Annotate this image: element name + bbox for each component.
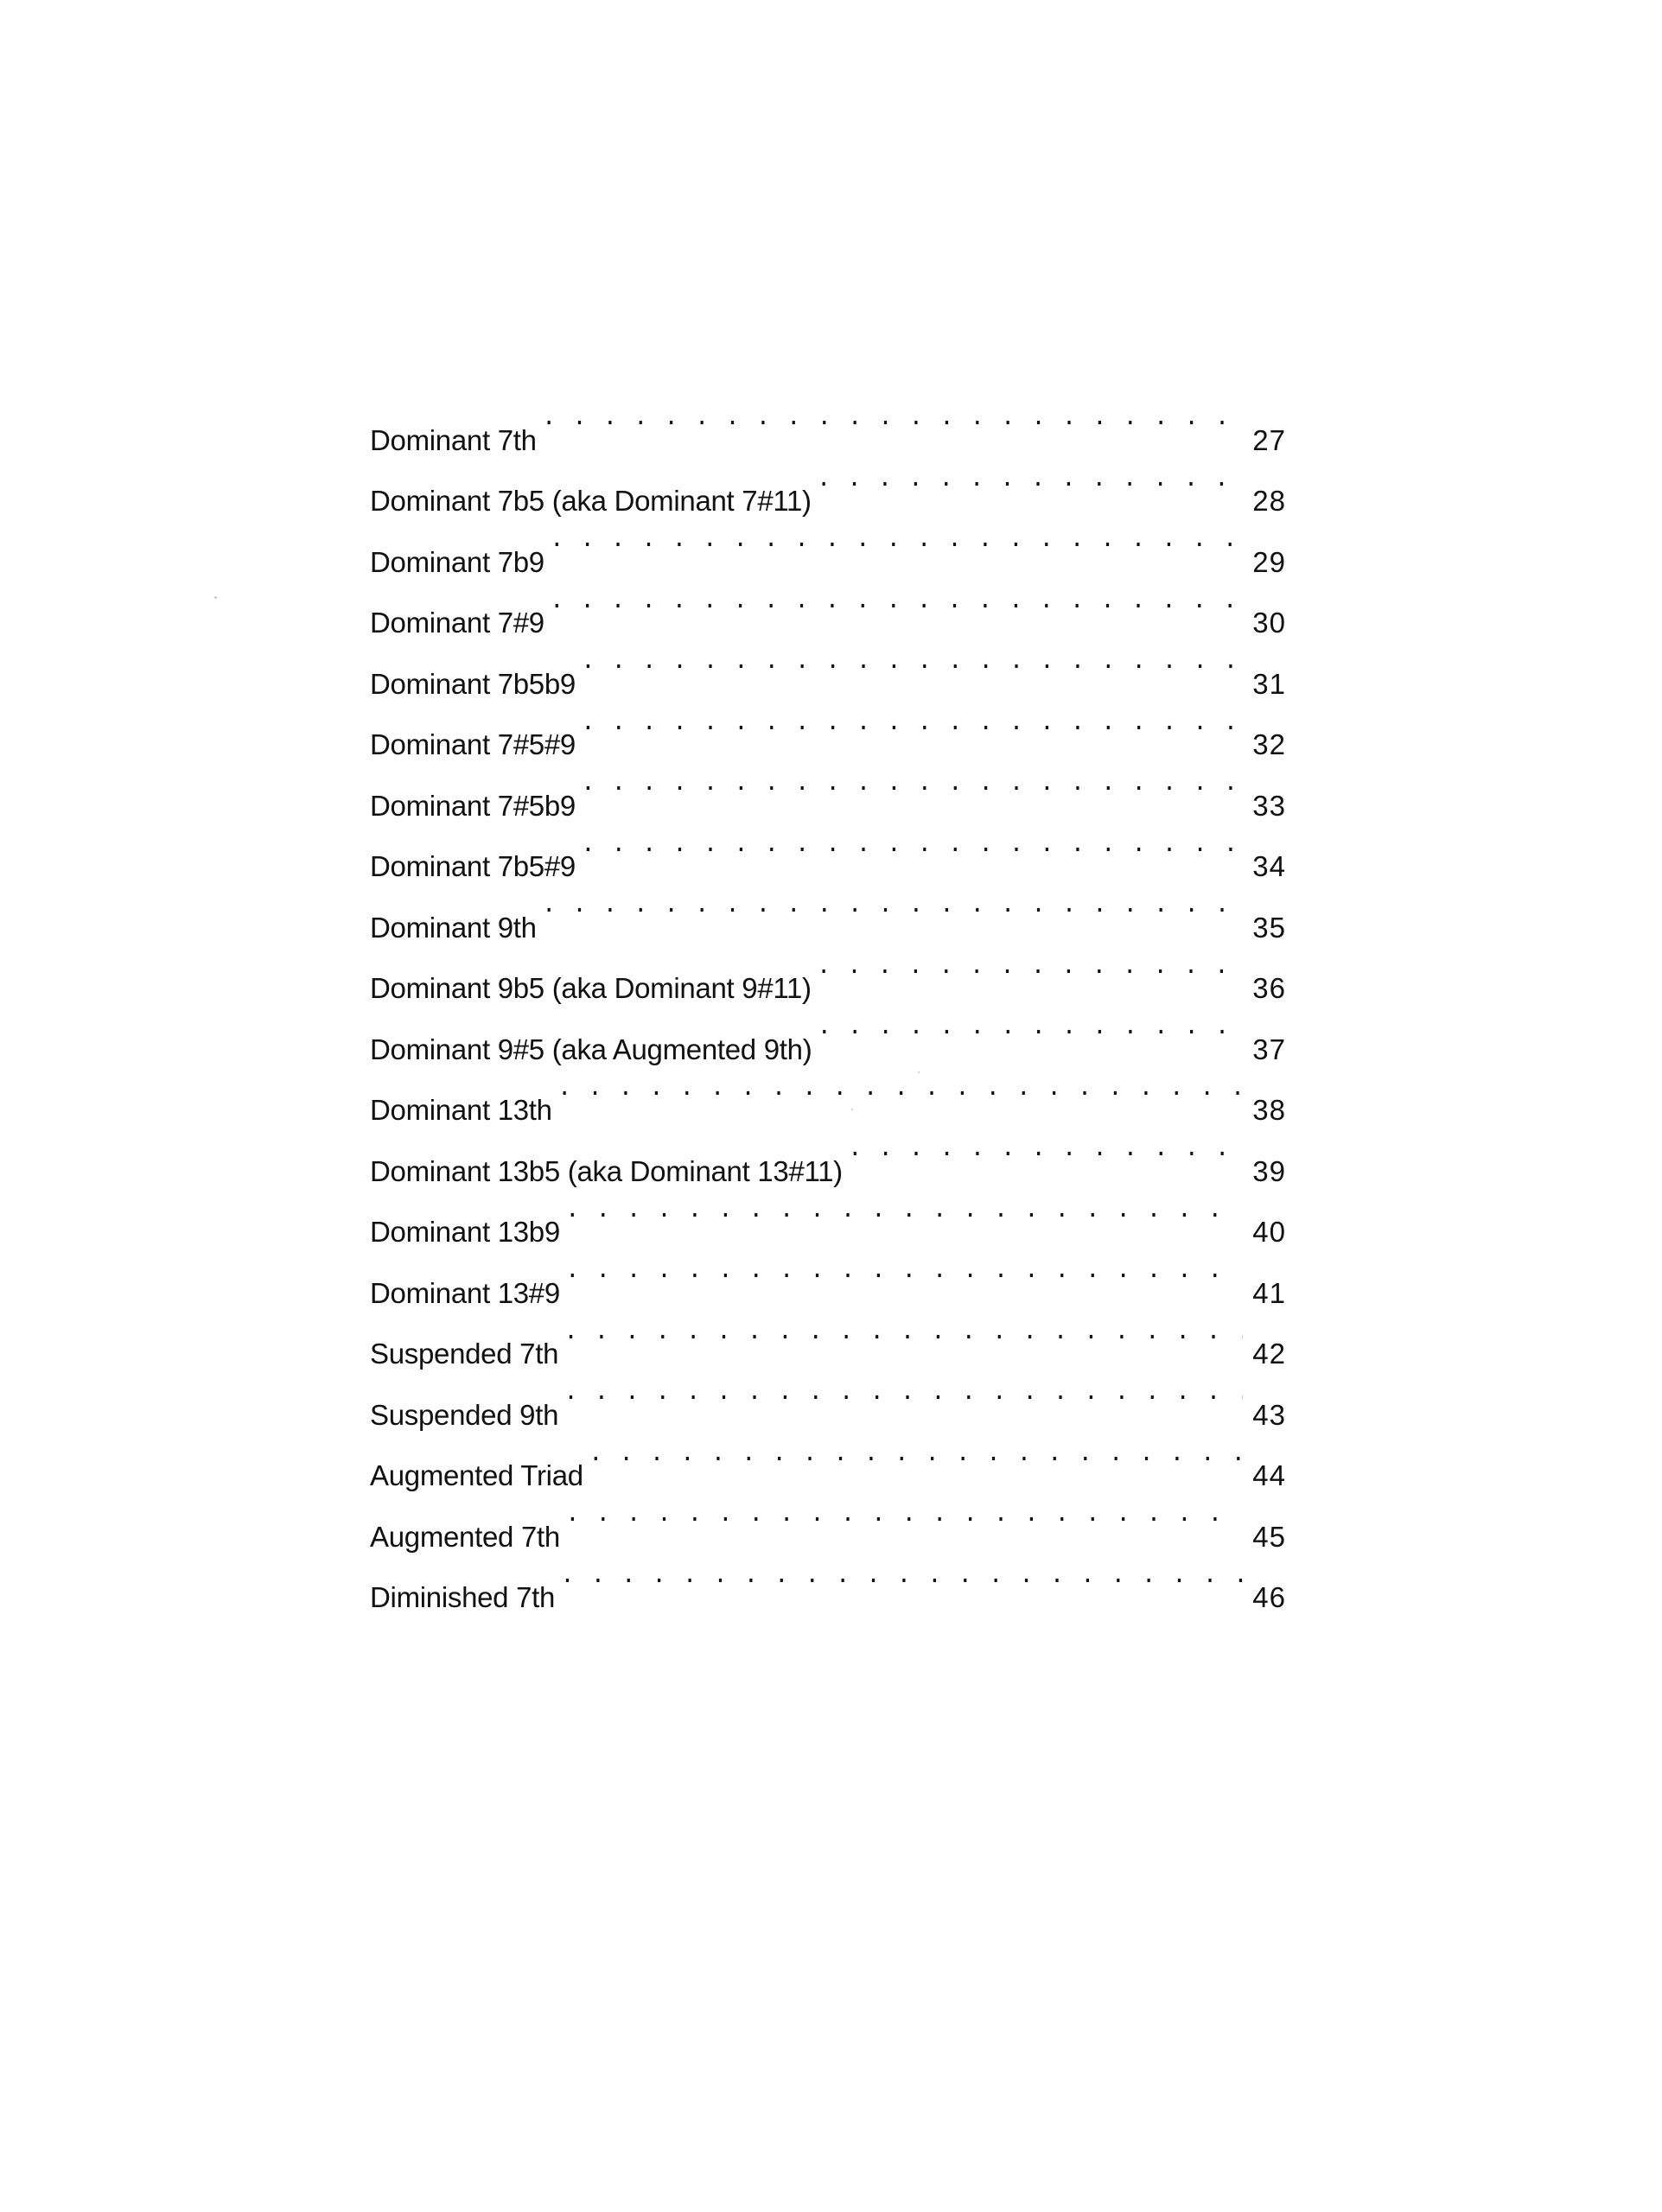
toc-entry-title: Augmented 7th — [370, 1520, 560, 1553]
toc-entry-title: Suspended 7th — [370, 1338, 559, 1370]
toc-entry-title: Dominant 9#5 (aka Augmented 9th) — [370, 1033, 812, 1065]
dot-leader — [550, 572, 1243, 633]
scan-speck — [214, 596, 217, 599]
dot-leader — [581, 754, 1243, 816]
toc-entry-page-number: 36 — [1252, 972, 1286, 1004]
toc-entry-page-number: 41 — [1252, 1276, 1286, 1309]
dot-leader — [581, 816, 1243, 877]
toc-entry-page-number: 32 — [1252, 728, 1286, 760]
toc-entry-title: Dominant 13b9 — [370, 1216, 560, 1248]
toc-entry-title: Dominant 9b5 (aka Dominant 9#11) — [370, 972, 812, 1004]
dot-leader — [581, 694, 1243, 755]
toc-entry-title: Dominant 9th — [370, 911, 537, 944]
toc-entry-page-number: 30 — [1252, 607, 1286, 639]
toc-entry-title: Dominant 7b9 — [370, 545, 544, 578]
toc-entry-page-number: 27 — [1252, 423, 1286, 456]
toc-entry-title: Dominant 7b5 (aka Dominant 7#11) — [370, 485, 812, 517]
dot-leader — [564, 1303, 1243, 1364]
dot-leader — [564, 1363, 1243, 1425]
toc-entry-page-number: 37 — [1252, 1033, 1286, 1065]
toc-entry-title: Dominant 13#9 — [370, 1276, 560, 1309]
toc-entry-title: Dominant 7#5b9 — [370, 789, 576, 822]
dot-leader — [550, 511, 1243, 572]
toc-entry[interactable] — [370, 389, 1286, 456]
toc-entry-page-number: 40 — [1252, 1216, 1286, 1248]
toc-entry-title: Dominant 7#9 — [370, 607, 544, 639]
dot-leader — [581, 632, 1243, 694]
toc-entry-page-number: 35 — [1252, 911, 1286, 944]
toc-entry-page-number: 42 — [1252, 1338, 1286, 1370]
dot-leader — [557, 1059, 1243, 1121]
dot-leader — [542, 389, 1243, 450]
dot-leader — [817, 450, 1243, 512]
toc-entry-page-number: 28 — [1252, 485, 1286, 517]
dot-leader — [565, 1181, 1243, 1243]
toc-entry-title: Dominant 7b5b9 — [370, 667, 576, 700]
toc-entry-page-number: 39 — [1252, 1154, 1286, 1187]
toc-entry-page-number: 46 — [1252, 1581, 1286, 1613]
dot-leader — [565, 1485, 1243, 1547]
toc-entry-page-number: 45 — [1252, 1520, 1286, 1553]
toc-entry-title: Dominant 7b5#9 — [370, 850, 576, 882]
toc-entry-page-number: 29 — [1252, 545, 1286, 578]
toc-entry-title: Diminished 7th — [370, 1581, 556, 1613]
dot-leader — [589, 1425, 1243, 1486]
toc-entry-page-number: 38 — [1252, 1094, 1286, 1126]
toc-entry-title: Dominant 13th — [370, 1094, 552, 1126]
toc-entry-page-number: 43 — [1252, 1398, 1286, 1431]
toc-entry-title: Dominant 13b5 (aka Dominant 13#11) — [370, 1154, 843, 1187]
dot-leader — [817, 998, 1243, 1059]
dot-leader — [565, 1242, 1243, 1303]
toc-entry-page-number: 31 — [1252, 667, 1286, 700]
toc-entry-page-number: 33 — [1252, 789, 1286, 822]
toc-entry-title: Dominant 7#5#9 — [370, 728, 576, 760]
toc-entry-title: Augmented Triad — [370, 1459, 583, 1491]
dot-leader — [817, 938, 1243, 999]
toc-entry-title: Suspended 9th — [370, 1398, 559, 1431]
table-of-contents — [370, 389, 1286, 1613]
dot-leader — [542, 876, 1243, 938]
toc-entry-title: Dominant 7th — [370, 423, 537, 456]
dot-leader — [848, 1120, 1243, 1181]
dot-leader — [560, 1547, 1243, 1608]
toc-entry-page-number: 44 — [1252, 1459, 1286, 1491]
toc-entry-page-number: 34 — [1252, 850, 1286, 882]
